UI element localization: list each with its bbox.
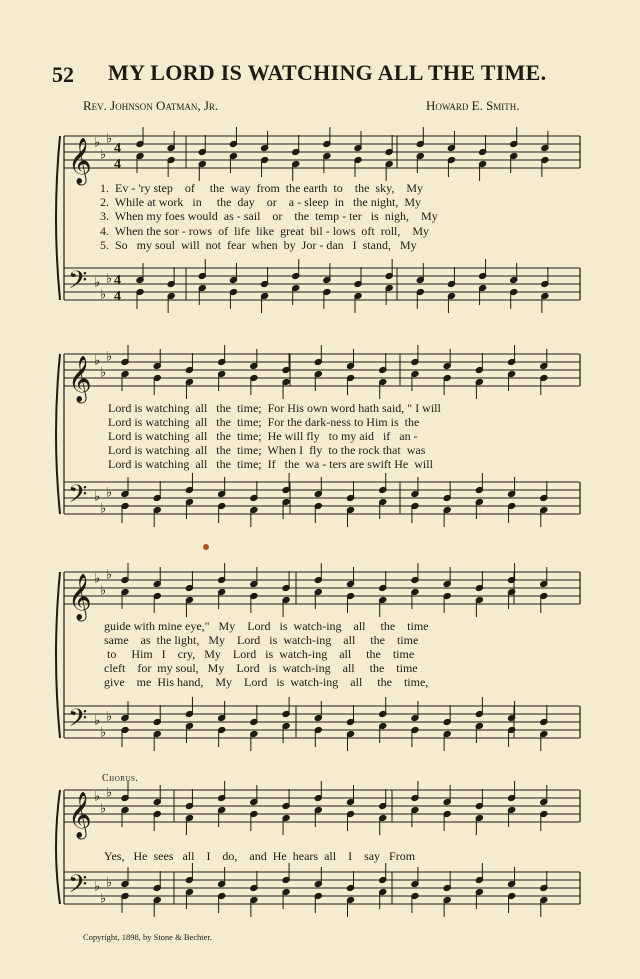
flat-sign: ♭ (94, 135, 101, 151)
verse-line: 2. While at work in the day or a - sleep in the night, My (100, 195, 422, 209)
hymn-title: MY LORD IS WATCHING ALL THE TIME. (108, 60, 547, 85)
brace (56, 136, 60, 300)
ink-mark (203, 544, 209, 550)
flat-sign: ♭ (94, 789, 101, 805)
treble-clef: 𝄞 (68, 356, 92, 402)
verse-line: Lord is watching all the time; When I fly to the rock that was (108, 443, 426, 457)
flat-sign: ♭ (100, 147, 107, 163)
flat-sign: ♭ (100, 287, 107, 303)
bass-clef: 𝄢 (68, 869, 88, 905)
bass-clef: 𝄢 (68, 479, 88, 515)
verse-line: 1. Ev - 'ry step of the way from the earth to the sky, My (100, 181, 423, 195)
treble-clef: 𝄞 (68, 574, 92, 620)
verse-line: give me His hand, My Lord is watch-ing all the time, (104, 675, 429, 689)
verse-line: Lord is watching all the time; For His own word hath said, " I will (108, 401, 441, 415)
flat-sign: ♭ (100, 891, 107, 907)
brace (56, 790, 60, 904)
flat-sign: ♭ (94, 353, 101, 369)
verse-line: to Him I cry, My Lord is watch-ing all the time (104, 647, 415, 661)
flat-sign: ♭ (106, 875, 113, 891)
bass-clef: 𝄢 (68, 703, 88, 739)
flat-sign: ♭ (100, 501, 107, 517)
verse-line: same as the light, My Lord is watch-ing all the time (104, 633, 419, 647)
time-signature: 4 (114, 141, 121, 156)
flat-sign: ♭ (94, 713, 101, 729)
treble-clef: 𝄞 (68, 792, 92, 838)
flat-sign: ♭ (94, 571, 101, 587)
flat-sign: ♭ (106, 709, 113, 725)
chorus-label: Chorus. (102, 773, 139, 784)
time-signature: 4 (114, 289, 121, 304)
treble-clef: 𝄞 (68, 138, 92, 184)
copyright-notice: Copyright, 1898, by Stone & Bechter. (83, 932, 212, 942)
flat-sign: ♭ (100, 365, 107, 381)
lyricist-credit: Rev. Johnson Oatman, Jr. (83, 98, 219, 113)
brace (56, 354, 60, 514)
verse-line: Lord is watching all the time; If the wa - ters are swift He will (108, 457, 433, 471)
verse-line: Lord is watching all the time; He will fly to my aid if an - (108, 429, 418, 443)
flat-sign: ♭ (106, 785, 113, 801)
time-signature: 4 (114, 273, 121, 288)
verse-line: 5. So my soul will not fear when by Jor - dan I stand, My (100, 238, 417, 252)
verse-line: guide with mine eye," My Lord is watch-ing all the time (104, 619, 429, 633)
flat-sign: ♭ (106, 271, 113, 287)
page-number: 52 (52, 62, 74, 87)
verse-line: 3. When my foes would as - sail or the temp - ter is nigh, My (100, 209, 438, 223)
flat-sign: ♭ (100, 801, 107, 817)
flat-sign: ♭ (94, 879, 101, 895)
flat-sign: ♭ (106, 567, 113, 583)
flat-sign: ♭ (94, 275, 101, 291)
flat-sign: ♭ (100, 583, 107, 599)
time-signature: 4 (114, 157, 121, 172)
verse-line: 4. When the sor - rows of life like great bil - lows oft roll, My (100, 224, 430, 238)
flat-sign: ♭ (94, 489, 101, 505)
flat-sign: ♭ (100, 725, 107, 741)
flat-sign: ♭ (106, 349, 113, 365)
verse-line: cleft for my soul, My Lord is watch-ing all the time (104, 661, 418, 675)
brace (56, 572, 60, 738)
verse-line: Lord is watching all the time; For the dark-ness to Him is the (108, 415, 420, 429)
bass-clef: 𝄢 (68, 265, 88, 301)
flat-sign: ♭ (106, 485, 113, 501)
composer-credit: Howard E. Smith. (426, 98, 520, 113)
flat-sign: ♭ (106, 131, 113, 147)
chorus-line: Yes, He sees all I do, and He hears all I say From (104, 849, 416, 863)
